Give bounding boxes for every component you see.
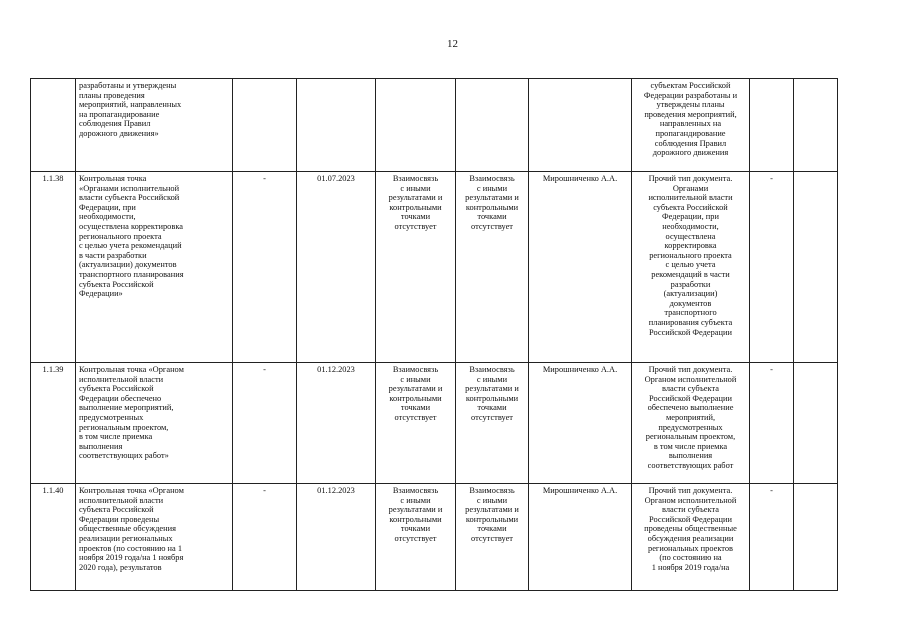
- cell-result-document: Прочий тип документа. Органом исполнительной власти субъекта Российской Федерации проведены общественные обсуждения реализации региональных проектов (по состоянию на 1 ноября 2019 года/на: [632, 484, 750, 591]
- cell-responsible: Мирошниченко А.А.: [529, 484, 632, 591]
- cell-result-document: Прочий тип документа. Органом исполнительной власти субъекта Российской Федерации обеспечено выполнение мероприятий, предусмотренных региональным проектом, в том числе приемка выполнения соответствующих работ: [632, 363, 750, 484]
- cell-result-document: Прочий тип документа. Органами исполнительной власти субъекта Российской Федерации, при необходимости, осуществлена корректировка регионального проекта с целью учета рекомендаций в части разработки (актуализации) документов транспортного планирования субъекта Российской Федерации: [632, 172, 750, 363]
- cell-previous: -: [233, 172, 297, 363]
- cell-name: Контрольная точка «Органом исполнительной власти субъекта Российской Федерации обеспечено выполнение мероприятий, предусмотренных региональным проектом, в том числе приемка выполнения соответствующих работ»: [76, 363, 233, 484]
- cell-link-successor: Взаимосвязь с иными результатами и контрольными точками отсутствует: [456, 484, 529, 591]
- cell-responsible: Мирошниченко А.А.: [529, 172, 632, 363]
- cell-extra: [794, 484, 838, 591]
- cell-extra: [794, 363, 838, 484]
- cell-date: 01.07.2023: [297, 172, 376, 363]
- cell-info-system: -: [750, 172, 794, 363]
- cell-link-successor: Взаимосвязь с иными результатами и контрольными точками отсутствует: [456, 172, 529, 363]
- cell-extra: [794, 172, 838, 363]
- cell-link-predecessor: Взаимосвязь с иными результатами и контрольными точками отсутствует: [376, 484, 456, 591]
- cell-name: разработаны и утверждены планы проведения мероприятий, направленных на пропагандирование соблюдения Правил дорожного движения»: [76, 79, 233, 172]
- cell-info-system: [750, 79, 794, 172]
- cell-link-predecessor: Взаимосвязь с иными результатами и контрольными точками отсутствует: [376, 363, 456, 484]
- table-row: [31, 363, 838, 484]
- cell-previous: -: [233, 363, 297, 484]
- cell-date: 01.12.2023: [297, 363, 376, 484]
- cell-link-successor: Взаимосвязь с иными результатами и контрольными точками отсутствует: [456, 363, 529, 484]
- cell-result-document: субъектам Российской Федерации разработаны и утверждены планы проведения мероприятий, направленных на пропагандирование соблюдения Правил дорожного движения: [632, 79, 750, 172]
- cell-number: [31, 79, 76, 172]
- cell-info-system: -: [750, 484, 794, 591]
- table-row: [31, 79, 838, 172]
- cell-responsible: [529, 79, 632, 172]
- cell-previous: -: [233, 484, 297, 591]
- cell-name: Контрольная точка «Органом исполнительной власти субъекта Российской Федерации проведены общественные обсуждения реализации региональных проектов (по состоянию на 1 ноября 2019 года/на 1 ноября 2020 года), результатов: [76, 484, 233, 591]
- cell-link-predecessor: [376, 79, 456, 172]
- cell-previous: [233, 79, 297, 172]
- cell-number: 1.1.39: [31, 363, 76, 484]
- cell-extra: [794, 79, 838, 172]
- cell-responsible: Мирошниченко А.А.: [529, 363, 632, 484]
- page-number: 12: [447, 38, 458, 50]
- cell-date: [297, 79, 376, 172]
- cell-number: 1.1.40: [31, 484, 76, 591]
- cell-info-system: -: [750, 363, 794, 484]
- cell-link-predecessor: Взаимосвязь с иными результатами и контрольными точками отсутствует: [376, 172, 456, 363]
- cell-name: Контрольная точка «Органами исполнительной власти субъекта Российской Федерации, при необходимости, осуществлена корректировка регионального проекта с целью учета рекомендаций в части разработки (актуализации) документов транспортного планирования субъекта Российской Федерации»: [76, 172, 233, 363]
- table-row: [31, 484, 838, 591]
- cell-link-successor: [456, 79, 529, 172]
- cell-number: 1.1.38: [31, 172, 76, 363]
- cell-date: 01.12.2023: [297, 484, 376, 591]
- plan-table: [30, 78, 838, 591]
- table-row: [31, 172, 838, 363]
